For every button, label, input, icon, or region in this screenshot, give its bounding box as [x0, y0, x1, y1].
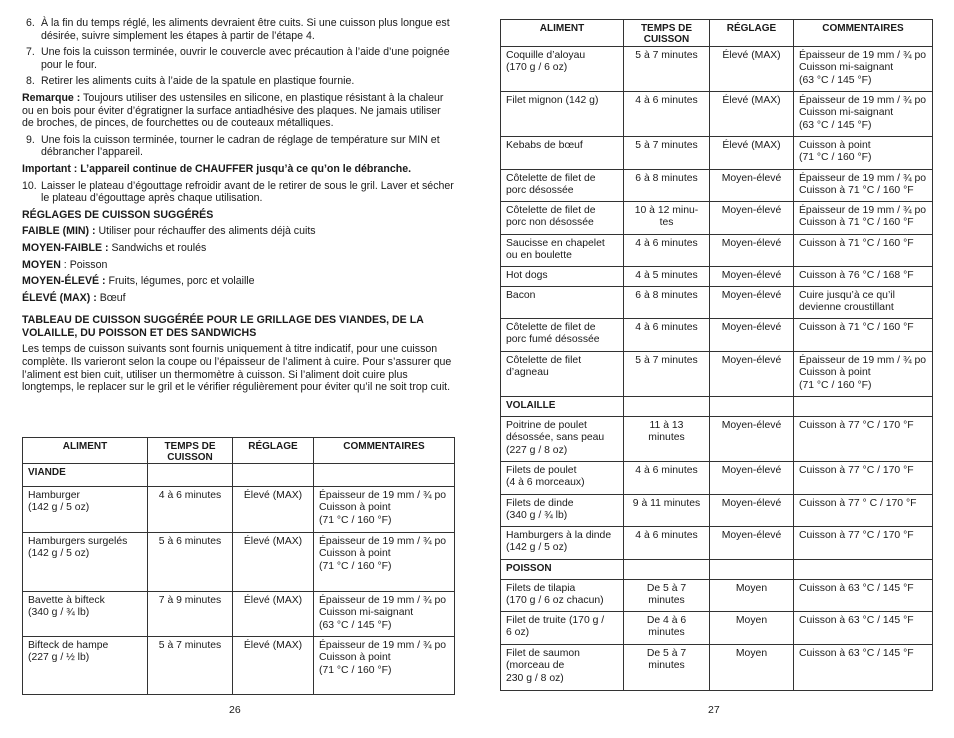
cell-reglage: Élevé (MAX)	[710, 137, 794, 170]
cell-aliment-line: porc désossée	[506, 185, 574, 197]
cooking-table-right	[500, 19, 933, 691]
cell-aliment-line: (142 g / 5 oz)	[28, 502, 90, 514]
cell-commentaires-line: Cuisson mi-saignant	[319, 607, 414, 619]
cell-commentaires-line: Cuisson à point	[319, 548, 391, 560]
cell-temps-line: tes	[659, 217, 674, 229]
table-row	[501, 527, 933, 560]
cell-aliment	[501, 527, 624, 560]
cell-commentaires-line: (71 °C / 160 °F)	[799, 379, 872, 391]
header-reglage: RÉGLAGE	[233, 438, 314, 464]
cell-commentaires-line: Cuisson mi-saignant	[799, 62, 894, 74]
cell-reglage: Moyen-élevé	[710, 352, 794, 397]
cell-commentaires	[794, 612, 933, 645]
cell-temps-line: 6 à 8 minutes	[635, 173, 698, 184]
cell-aliment-line: Filet de truite (170 g /	[506, 615, 605, 626]
header-commentaires: COMMENTAIRES	[794, 20, 933, 47]
cell-commentaires-line: (63 °C / 145 °F)	[799, 119, 872, 131]
cell-reglage: Moyen-élevé	[710, 235, 794, 267]
page-number: 26	[229, 704, 241, 716]
left-text-block	[22, 17, 455, 394]
table-row	[501, 417, 933, 462]
cell-commentaires	[794, 92, 933, 137]
cell-commentaires-line: Cuisson à 63 °C / 145 °F	[799, 615, 914, 626]
cell-aliment-line: Côtelette de filet	[506, 355, 582, 366]
cell-commentaires-line: Cuisson à point	[799, 367, 871, 379]
cell-commentaires	[794, 170, 933, 202]
cell-commentaires-line: Épaisseur de 19 mm / ¾ po	[799, 355, 927, 366]
cell-aliment	[501, 612, 624, 645]
cell-commentaires-line: Épaisseur de 19 mm / ¾ po	[319, 490, 447, 501]
header-aliment: ALIMENT	[501, 20, 624, 47]
step-7: 7. Une fois la cuisson terminée, ouvrir le couvercle avec précaution à l’aide d’une poignée pour le four.	[26, 46, 450, 71]
cell-reglage: Moyen	[710, 645, 794, 691]
cell-temps	[624, 137, 710, 170]
cell-commentaires	[794, 645, 933, 691]
cell-aliment	[501, 352, 624, 397]
cell-commentaires	[314, 487, 455, 533]
cell-aliment-line: (340 g / ¾ lb)	[28, 607, 90, 619]
cell-reglage: Moyen-élevé	[710, 527, 794, 560]
cell-aliment	[501, 645, 624, 691]
cell-commentaires	[794, 580, 933, 612]
cell-commentaires-line: (63 °C / 145 °F)	[319, 619, 392, 631]
table-row	[501, 580, 933, 612]
cell-temps: 5 à 6 minutes	[148, 533, 233, 592]
table-row	[501, 462, 933, 495]
cell-temps	[624, 235, 710, 267]
cell-commentaires-line: (63 °C / 145 °F)	[799, 74, 872, 86]
cell-temps	[624, 267, 710, 287]
cell-temps	[624, 47, 710, 92]
cell-reglage: Moyen-élevé	[710, 170, 794, 202]
cell-reglage: Élevé (MAX)	[233, 533, 314, 592]
cell-aliment-line: (170 g / 6 oz)	[506, 62, 568, 74]
cell-aliment-line: (227 g / ½ lb)	[28, 652, 90, 664]
cell-commentaires-line: devienne croustillant	[799, 302, 894, 314]
cell-reglage: Moyen-élevé	[710, 319, 794, 352]
cell-aliment-line: désossée, sans peau	[506, 432, 605, 444]
cell-commentaires-line: Cuisson à 76 °C / 168 °F	[799, 270, 914, 281]
step-9: 9. Une fois la cuisson terminée, tourner le cadran de réglage de température sur MIN et débrancher l’appareil.	[26, 133, 440, 159]
cell-temps-line: De 5 à 7	[646, 583, 687, 594]
settings-heading: RÉGLAGES DE CUISSON SUGGÉRÉS	[22, 208, 214, 221]
cell-aliment	[501, 287, 624, 319]
cell-commentaires-line: (71 °C / 160 °F)	[319, 514, 392, 526]
cell-aliment-line: Côtelette de filet de	[506, 205, 596, 216]
cell-aliment-line: Filet de saumon	[506, 648, 580, 659]
cell-aliment-line: 6 oz)	[506, 627, 530, 639]
cell-temps	[624, 92, 710, 137]
cell-temps-line: De 5 à 7	[646, 648, 687, 659]
category-row	[23, 464, 455, 487]
header-commentaires: COMMENTAIRES	[314, 438, 455, 464]
cell-temps	[624, 417, 710, 462]
cell-aliment-line: Filets de tilapia	[506, 583, 576, 594]
cell-reglage: Moyen	[710, 580, 794, 612]
cell-aliment-line: Bacon	[506, 290, 536, 301]
cell-commentaires-line: Cuisson à 77 ° C / 170 °F	[799, 498, 917, 509]
table-row	[23, 487, 455, 533]
cell-aliment-line: Poitrine de poulet	[506, 420, 587, 431]
cell-commentaires-line: Épaisseur de 19 mm / ¾ po	[799, 50, 927, 61]
cell-reglage: Moyen-élevé	[710, 202, 794, 235]
table-row	[501, 319, 933, 352]
table-row	[501, 495, 933, 527]
cell-commentaires	[314, 592, 455, 637]
cell-aliment	[501, 235, 624, 267]
cell-temps-line: 4 à 6 minutes	[635, 238, 698, 249]
cell-aliment-line: Bifteck de hampe	[28, 640, 109, 651]
cell-commentaires-line: Épaisseur de 19 mm / ¾ po	[319, 640, 447, 651]
cell-aliment	[23, 533, 148, 592]
cell-temps-line: 4 à 6 minutes	[635, 530, 698, 541]
setting-medium: MOYEN : Poisson	[22, 258, 108, 271]
important-note: Important : L’appareil continue de CHAUFFER jusqu’à ce qu’on le débranche.	[22, 162, 412, 175]
table-row	[501, 612, 933, 645]
table-row	[501, 47, 933, 92]
table-row	[501, 92, 933, 137]
cell-aliment-line: Hamburgers surgelés	[28, 536, 128, 547]
cell-aliment-line: Hamburgers à la dinde	[506, 530, 612, 541]
cell-temps-line: De 4 à 6	[646, 615, 687, 626]
cell-aliment	[23, 592, 148, 637]
cell-aliment-line: (morceau de	[506, 660, 565, 672]
cell-reglage: Élevé (MAX)	[233, 487, 314, 533]
table-row	[501, 137, 933, 170]
table-row	[501, 352, 933, 397]
cell-temps-line: 4 à 6 minutes	[635, 322, 698, 333]
cell-commentaires-line: Épaisseur de 19 mm / ¾ po	[799, 205, 927, 216]
cell-temps-line: minutes	[648, 432, 685, 444]
cell-commentaires	[794, 47, 933, 92]
cell-temps	[624, 495, 710, 527]
cell-temps: 4 à 6 minutes	[148, 487, 233, 533]
cell-commentaires-line: Cuisson à 77 °C / 170 °F	[799, 530, 914, 541]
cell-aliment-line: Côtelette de filet de	[506, 322, 596, 333]
cell-commentaires-line: Cuisson à 63 °C / 145 °F	[799, 648, 914, 659]
cell-aliment-line: (227 g / 8 oz)	[506, 444, 568, 456]
cell-aliment-line: 230 g / 8 oz)	[506, 672, 564, 684]
cell-reglage: Élevé (MAX)	[233, 592, 314, 637]
cell-aliment-line: Coquille d’aloyau	[506, 50, 586, 61]
cell-commentaires-line: Cuisson à point	[799, 140, 871, 151]
cell-temps-line: 4 à 5 minutes	[635, 270, 698, 281]
cell-aliment	[501, 495, 624, 527]
cell-reglage: Moyen-élevé	[710, 287, 794, 319]
cell-temps-line: 4 à 6 minutes	[635, 95, 698, 106]
category-row	[501, 560, 933, 580]
cell-aliment-line: Côtelette de filet de	[506, 173, 596, 184]
cell-aliment-line: Kebabs de bœuf	[506, 140, 583, 151]
cell-commentaires-line: Cuisson à 71 °C / 160 °F	[799, 185, 914, 197]
cell-commentaires	[314, 533, 455, 592]
cell-commentaires	[794, 235, 933, 267]
cooking-table-left	[22, 437, 455, 695]
cell-commentaires-line: Épaisseur de 19 mm / ¾ po	[799, 95, 927, 106]
cell-temps-line: 11 à 13	[649, 420, 684, 431]
cell-aliment-line: Hot dogs	[506, 270, 548, 281]
cell-commentaires-line: Cuisson à 71 °C / 160 °F	[799, 238, 914, 249]
step-6: 6. À la fin du temps réglé, les aliments devraient être cuits. Si une cuisson plus longue est désirée, suivre simplement les étapes à partir de l’étape 4.	[26, 17, 450, 42]
cell-commentaires-line: Épaisseur de 19 mm / ¾ po	[799, 173, 927, 184]
cell-reglage: Moyen-élevé	[710, 267, 794, 287]
header-aliment: ALIMENT	[23, 438, 148, 464]
setting-low: FAIBLE (MIN) : Utiliser pour réchauffer des aliments déjà cuits	[22, 225, 316, 238]
cell-aliment-line: Filets de poulet	[506, 465, 577, 476]
cell-temps-line: 5 à 7 minutes	[635, 50, 698, 61]
cell-commentaires-line: Cuisson à 77 °C / 170 °F	[799, 465, 914, 476]
cell-temps-line: 5 à 7 minutes	[635, 355, 698, 366]
cell-commentaires-line: (71 °C / 160 °F)	[319, 664, 392, 676]
cell-temps	[624, 352, 710, 397]
step-8: 8. Retirer les aliments cuits à l’aide de la spatule en plastique fournie.	[26, 75, 355, 88]
table-heading: TABLEAU DE CUISSON SUGGÉRÉE POUR LE GRILLAGE DES VIANDES, DE LA VOLAILLE, DU POISSON ET DES SANDWICHS	[22, 314, 424, 339]
cell-commentaires	[314, 637, 455, 695]
cell-temps	[624, 170, 710, 202]
table-row	[23, 533, 455, 592]
cell-commentaires	[794, 267, 933, 287]
cell-reglage: Élevé (MAX)	[710, 47, 794, 92]
cell-commentaires-line: Cuire jusqu’à ce qu’il	[799, 290, 895, 301]
cell-aliment-line: (340 g / ¾ lb)	[506, 510, 568, 522]
cell-aliment	[23, 487, 148, 533]
cell-commentaires	[794, 527, 933, 560]
cell-aliment	[501, 580, 624, 612]
cell-temps	[624, 612, 710, 645]
remark: Remarque : Toujours utiliser des ustensiles en silicone, en plastique résistant à la chaleur ou en bois pour éviter d’égratigner la surface antiadhésive des plaques. Ne jamais utiliser de broches, de pinces, de fourchettes ou de couteaux métalliques.	[22, 91, 444, 130]
cell-temps: 5 à 7 minutes	[148, 637, 233, 695]
cell-aliment	[501, 202, 624, 235]
cell-commentaires	[794, 137, 933, 170]
cell-reglage: Moyen-élevé	[710, 495, 794, 527]
cell-aliment	[501, 170, 624, 202]
cell-reglage: Élevé (MAX)	[710, 92, 794, 137]
cell-reglage: Moyen-élevé	[710, 417, 794, 462]
step-10: 10. Laisser le plateau d’égouttage refroidir avant de le retirer de sous le gril. Laver et sécher le plateau d’égouttage après chaque utilisation.	[22, 179, 454, 205]
cell-aliment-line: ou en boulette	[506, 250, 572, 262]
cell-aliment	[23, 637, 148, 695]
cell-temps-line: 4 à 6 minutes	[635, 465, 698, 476]
table-row	[23, 637, 455, 695]
cell-aliment-line: Filet mignon (142 g)	[506, 95, 599, 106]
cell-temps	[624, 527, 710, 560]
intro-paragraph: Les temps de cuisson suivants sont fournis uniquement à titre indicatif, pour une cuisson complète. Ils varieront selon la coupe ou l’épaisseur de l’aliment à cuire. Pour s’assurer que l’aliment est bien cuit, utiliser un thermomètre à cuisson. Si l’aliment doit cuire plus longtemps, le replacer sur le gril et le vérifier régulièrement pour éviter qu’il ne soit trop cuit.	[22, 343, 452, 394]
cell-commentaires-line: Cuisson à point	[319, 652, 391, 664]
cell-temps-line: 6 à 8 minutes	[635, 290, 698, 301]
cell-commentaires	[794, 462, 933, 495]
cell-aliment	[501, 47, 624, 92]
table-row	[501, 645, 933, 691]
header-reglage: RÉGLAGE	[710, 20, 794, 47]
cell-aliment	[501, 92, 624, 137]
cell-aliment	[501, 462, 624, 495]
cell-temps-line: 10 à 12 minu-	[634, 205, 699, 216]
cell-aliment-line: (142 g / 5 oz)	[506, 542, 568, 554]
cell-aliment-line: Hamburger	[28, 490, 80, 501]
cell-commentaires-line: Cuisson à 71 °C / 160 °F	[799, 322, 914, 333]
table-row	[501, 235, 933, 267]
table-row	[501, 287, 933, 319]
cell-aliment-line: porc fumé désossée	[506, 334, 600, 346]
cell-aliment	[501, 137, 624, 170]
cell-reglage: Élevé (MAX)	[233, 637, 314, 695]
setting-medium-low: MOYEN-FAIBLE : Sandwichs et roulés	[22, 241, 207, 254]
cell-commentaires	[794, 202, 933, 235]
table-row	[23, 592, 455, 637]
cell-aliment-line: (142 g / 5 oz)	[28, 548, 90, 560]
cell-commentaires	[794, 352, 933, 397]
cell-temps-line: 5 à 7 minutes	[635, 140, 698, 151]
cell-aliment-line: Bavette à bifteck	[28, 595, 105, 606]
cell-temps	[624, 462, 710, 495]
cell-aliment-line: Filets de dinde	[506, 498, 574, 509]
cell-commentaires	[794, 287, 933, 319]
cell-aliment-line: (4 à 6 morceaux)	[506, 477, 585, 489]
cell-reglage: Moyen-élevé	[710, 462, 794, 495]
cell-aliment-line: Saucisse en chapelet	[506, 238, 605, 249]
category-volaille: VOLAILLE	[501, 397, 624, 417]
cell-temps-line: minutes	[648, 660, 685, 672]
cell-temps-line: minutes	[648, 627, 685, 639]
header-temps: TEMPS DE CUISSON	[624, 20, 710, 47]
cell-aliment	[501, 267, 624, 287]
cell-commentaires	[794, 495, 933, 527]
cell-commentaires-line: (71 °C / 160 °F)	[799, 152, 872, 164]
category-viande: VIANDE	[23, 464, 148, 487]
cell-temps: 7 à 9 minutes	[148, 592, 233, 637]
category-row	[501, 397, 933, 417]
cell-commentaires-line: Épaisseur de 19 mm / ¾ po	[319, 595, 447, 606]
setting-medium-high: MOYEN-ÉLEVÉ : Fruits, légumes, porc et volaille	[22, 275, 255, 288]
cell-temps	[624, 287, 710, 319]
category-poisson: POISSON	[501, 560, 624, 580]
cell-commentaires-line: Épaisseur de 19 mm / ¾ po	[319, 536, 447, 547]
cell-aliment-line: porc non désossée	[506, 217, 594, 229]
cell-commentaires-line: Cuisson à 71 °C / 160 °F	[799, 217, 914, 229]
cell-temps	[624, 202, 710, 235]
table-header-row	[501, 20, 933, 47]
page-number: 27	[708, 704, 720, 716]
cell-commentaires-line: Cuisson à 77 °C / 170 °F	[799, 420, 914, 431]
header-temps: TEMPS DE CUISSON	[148, 438, 233, 464]
cell-aliment-line: d’agneau	[506, 367, 549, 379]
cell-aliment	[501, 319, 624, 352]
cell-reglage: Moyen	[710, 612, 794, 645]
table-header-row	[23, 438, 455, 464]
cell-aliment	[501, 417, 624, 462]
table-row	[501, 267, 933, 287]
cell-temps-line: 9 à 11 minutes	[632, 498, 701, 509]
cell-commentaires-line: Cuisson mi-saignant	[799, 107, 894, 119]
cell-commentaires	[794, 417, 933, 462]
table-row	[501, 202, 933, 235]
cell-commentaires	[794, 319, 933, 352]
cell-commentaires-line: Cuisson à 63 °C / 145 °F	[799, 583, 914, 594]
cell-aliment-line: (170 g / 6 oz chacun)	[506, 595, 604, 607]
table-row	[501, 170, 933, 202]
cell-temps-line: minutes	[648, 595, 685, 607]
cell-commentaires-line: Cuisson à point	[319, 502, 391, 514]
setting-high: ÉLEVÉ (MAX) : Bœuf	[22, 291, 126, 304]
cell-temps	[624, 580, 710, 612]
cell-temps	[624, 319, 710, 352]
cell-temps	[624, 645, 710, 691]
cell-commentaires-line: (71 °C / 160 °F)	[319, 560, 392, 572]
